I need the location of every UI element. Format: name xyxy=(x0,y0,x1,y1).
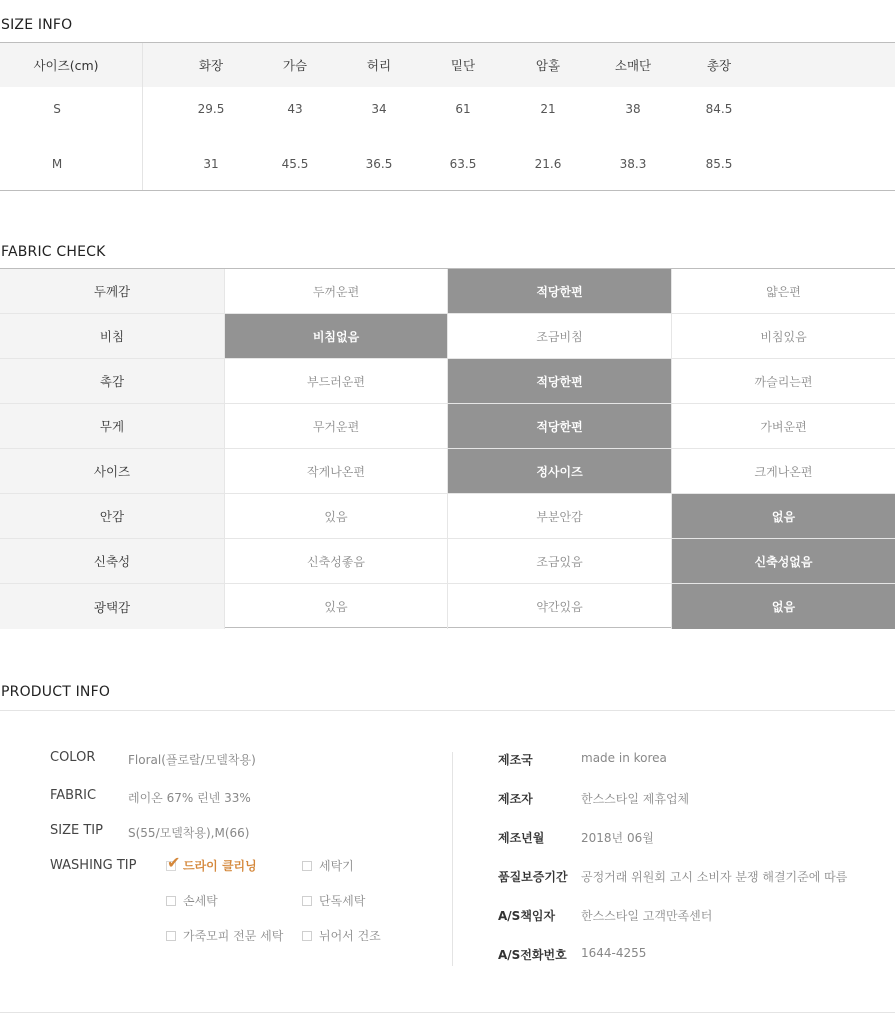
checkbox-icon xyxy=(166,896,176,906)
fabric-option: 부드러운편 xyxy=(224,359,447,403)
product-spec-label: A/S전화번호 xyxy=(498,948,567,962)
fabric-row xyxy=(0,449,895,494)
washing-option xyxy=(302,927,381,944)
fabric-row-label: 두께감 xyxy=(0,269,224,313)
fabric-row xyxy=(0,314,895,359)
product-spec-value: 1644-4255 xyxy=(581,946,647,960)
product-spec-value: 한스스타일 제휴업체 xyxy=(581,792,690,806)
divider xyxy=(452,752,453,966)
washing-option xyxy=(302,892,365,909)
fabric-row-label: 촉감 xyxy=(0,359,224,403)
fabric-option: 신축성좋음 xyxy=(224,539,447,583)
fabric-row xyxy=(0,269,895,314)
washing-option-label: 세탁기 xyxy=(319,859,354,873)
product-info-value: Floral(플로랄/모델착용) xyxy=(128,753,256,767)
product-spec-label: 품질보증기간 xyxy=(498,870,568,884)
fabric-option: 부분안감 xyxy=(447,494,671,538)
washing-tip-label: WASHING TIP xyxy=(50,858,137,873)
size-value: 43 xyxy=(287,102,303,116)
washing-option-label: 뉘어서 건조 xyxy=(319,929,381,943)
fabric-option-selected: 적당한편 xyxy=(447,404,671,448)
product-spec-value: made in korea xyxy=(581,751,667,765)
size-value: 38.3 xyxy=(619,157,647,171)
size-value: 29.5 xyxy=(197,102,225,116)
fabric-option: 있음 xyxy=(224,494,447,538)
fabric-option: 조금있음 xyxy=(447,539,671,583)
washing-option xyxy=(166,852,257,874)
fabric-option: 두꺼운편 xyxy=(224,269,447,313)
fabric-option: 비침있음 xyxy=(671,314,895,358)
size-column-header: 밑단 xyxy=(450,58,476,73)
size-value: 21.6 xyxy=(534,157,562,171)
size-column-header: 소매단 xyxy=(614,58,652,73)
fabric-row xyxy=(0,494,895,539)
fabric-option: 가벼운편 xyxy=(671,404,895,448)
checkbox-icon xyxy=(302,896,312,906)
washing-option-label: 가죽모피 전문 세탁 xyxy=(183,929,284,943)
product-info-label: SIZE TIP xyxy=(50,823,103,838)
size-table xyxy=(0,42,895,191)
product-spec-label: A/S책임자 xyxy=(498,909,556,923)
fabric-row-label: 신축성 xyxy=(0,539,224,583)
fabric-option: 약간있음 xyxy=(447,584,671,629)
fabric-option: 있음 xyxy=(224,584,447,629)
size-value: 21 xyxy=(540,102,556,116)
size-value: 63.5 xyxy=(449,157,477,171)
product-info-title: PRODUCT INFO xyxy=(1,684,111,700)
washing-option xyxy=(302,857,354,874)
product-spec-value: 한스스타일 고객만족센터 xyxy=(581,909,713,923)
washing-option-label: 손세탁 xyxy=(183,894,218,908)
fabric-table xyxy=(0,268,895,628)
fabric-option-selected: 없음 xyxy=(671,584,895,629)
product-spec-label: 제조년월 xyxy=(498,831,545,845)
size-value: 38 xyxy=(625,102,641,116)
fabric-row-label: 사이즈 xyxy=(0,449,224,493)
fabric-option-selected: 정사이즈 xyxy=(447,449,671,493)
fabric-option: 무거운편 xyxy=(224,404,447,448)
washing-option-label: 단독세탁 xyxy=(319,894,366,908)
size-info-title: SIZE INFO xyxy=(1,17,73,33)
product-spec-value: 공정거래 위원회 고시 소비자 분쟁 해결기준에 따름 xyxy=(581,870,848,884)
fabric-row-label: 비침 xyxy=(0,314,224,358)
fabric-row xyxy=(0,359,895,404)
fabric-option: 까슬리는편 xyxy=(671,359,895,403)
size-column-header: 화장 xyxy=(198,58,224,73)
washing-option xyxy=(166,892,218,909)
size-value: 61 xyxy=(455,102,471,116)
product-info-label: COLOR xyxy=(50,750,96,765)
fabric-row-label: 무게 xyxy=(0,404,224,448)
divider xyxy=(0,710,895,711)
fabric-option-selected: 없음 xyxy=(671,494,895,538)
size-column-header: 허리 xyxy=(366,58,392,73)
fabric-row xyxy=(0,584,895,629)
product-spec-label: 제조국 xyxy=(498,753,533,767)
size-label: M xyxy=(51,157,63,171)
size-column-label: 사이즈(cm) xyxy=(33,58,99,73)
size-value: 36.5 xyxy=(365,157,393,171)
product-spec-value: 2018년 06월 xyxy=(581,831,654,845)
fabric-option: 얇은편 xyxy=(671,269,895,313)
checkbox-icon xyxy=(166,931,176,941)
product-info-value: S(55/모델착용),M(66) xyxy=(128,826,250,840)
product-info-value: 레이온 67% 린넨 33% xyxy=(128,791,251,805)
fabric-option-selected: 비침없음 xyxy=(224,314,447,358)
fabric-row xyxy=(0,404,895,449)
product-info-label: FABRIC xyxy=(50,788,97,803)
checkbox-icon xyxy=(302,931,312,941)
size-column-header: 암홀 xyxy=(535,58,561,73)
fabric-option-selected: 신축성없음 xyxy=(671,539,895,583)
size-column-header: 총장 xyxy=(706,58,732,73)
fabric-row-label: 안감 xyxy=(0,494,224,538)
size-value: 85.5 xyxy=(705,157,733,171)
divider xyxy=(0,1012,895,1013)
size-label: S xyxy=(53,102,61,116)
size-value: 34 xyxy=(371,102,387,116)
fabric-option: 작게나온편 xyxy=(224,449,447,493)
fabric-option: 조금비침 xyxy=(447,314,671,358)
checkmark-icon: ✔ xyxy=(167,852,181,872)
size-column-header: 가슴 xyxy=(282,58,308,73)
divider xyxy=(142,43,143,190)
product-spec-label: 제조자 xyxy=(498,792,533,806)
fabric-row xyxy=(0,539,895,584)
size-value: 45.5 xyxy=(281,157,309,171)
size-value: 31 xyxy=(203,157,219,171)
fabric-option-selected: 적당한편 xyxy=(447,359,671,403)
checkbox-icon xyxy=(166,852,181,872)
fabric-check-title: FABRIC CHECK xyxy=(1,244,106,260)
fabric-option: 크게나온편 xyxy=(671,449,895,493)
fabric-option-selected: 적당한편 xyxy=(447,269,671,313)
washing-option-label: 드라이 클리닝 xyxy=(183,859,257,873)
washing-option xyxy=(166,927,283,944)
checkbox-icon xyxy=(302,861,312,871)
fabric-row-label: 광택감 xyxy=(0,584,224,629)
size-value: 84.5 xyxy=(705,102,733,116)
